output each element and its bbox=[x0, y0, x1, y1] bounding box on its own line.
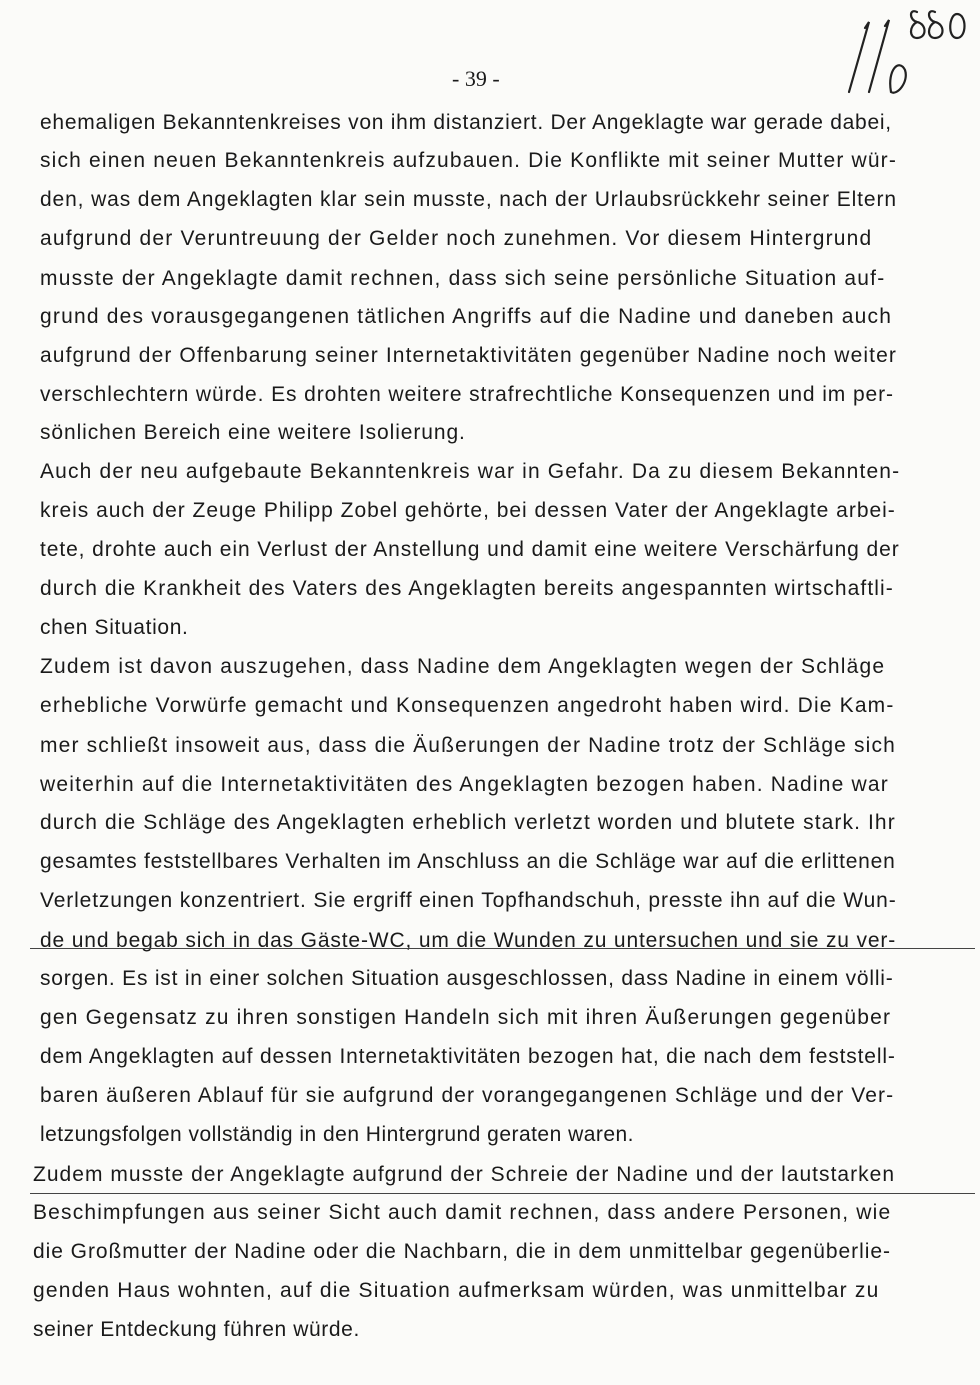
text-line: aufgrund der Offenbarung seiner Internetaktivitäten gegenüber Nadine noch weiter bbox=[40, 344, 897, 367]
text-line: kreis auch der Zeuge Philipp Zobel gehörte, bei dessen Vater der Angeklagte arbei- bbox=[40, 499, 896, 522]
text-line: baren äußeren Ablauf für sie aufgrund der vorangegangenen Schläge und der Ver- bbox=[40, 1084, 895, 1107]
text-line: Zudem musste der Angeklagte aufgrund der Schreie der Nadine und der lautstarken bbox=[33, 1163, 896, 1186]
text-line: Verletzungen konzentriert. Sie ergriff einen Topfhandschuh, presste ihn auf die Wun- bbox=[40, 889, 897, 912]
page-number: - 39 - bbox=[452, 66, 500, 91]
text-line: verschlechtern würde. Es drohten weitere strafrechtliche Konsequenzen und im per- bbox=[40, 383, 894, 406]
text-line: musste der Angeklagte damit rechnen, dass sich seine persönliche Situation auf- bbox=[40, 267, 886, 290]
text-line: durch die Schläge des Angeklagten erheblich verletzt worden und blutete stark. Ihr bbox=[40, 811, 896, 834]
section-rule bbox=[30, 948, 975, 949]
text-line: dem Angeklagten auf dessen Internetaktivitäten bezogen hat, die nach dem feststell- bbox=[40, 1045, 896, 1068]
text-line: gen Gegensatz zu ihren sonstigen Handeln sich mit ihren Äußerungen gegenüber bbox=[40, 1006, 892, 1029]
text-line: genden Haus wohnten, auf die Situation aufmerksam würden, was unmittelbar zu bbox=[33, 1279, 880, 1302]
text-line: durch die Krankheit des Vaters des Angeklagten bereits angespannten wirtschaftli- bbox=[40, 577, 894, 600]
text-line: die Großmutter der Nadine oder die Nachbarn, die in dem unmittelbar gegenüberlie- bbox=[33, 1240, 891, 1263]
text-line: Beschimpfungen aus seiner Sicht auch damit rechnen, dass andere Personen, wie bbox=[33, 1201, 892, 1224]
text-line: chen Situation. bbox=[40, 616, 189, 639]
text-line: letzungsfolgen vollständig in den Hintergrund geraten waren. bbox=[40, 1123, 634, 1146]
text-line: weiterhin auf die Internetaktivitäten des Angeklagten bezogen haben. Nadine war bbox=[40, 773, 889, 796]
text-line: seiner Entdeckung führen würde. bbox=[33, 1318, 360, 1341]
text-line: de und begab sich in das Gäste-WC, um die Wunden zu untersuchen und sie zu ver- bbox=[40, 929, 897, 952]
text-line: gesamtes feststellbares Verhalten im Anschluss an die Schläge war auf die erlittenen bbox=[40, 850, 896, 873]
text-line: erhebliche Vorwürfe gemacht und Konsequenzen angedroht haben wird. Die Kam- bbox=[40, 694, 895, 717]
text-line: grund des vorausgegangenen tätlichen Angriffs auf die Nadine und daneben auch bbox=[40, 305, 893, 328]
text-line: sich einen neuen Bekanntenkreis aufzubauen. Die Konflikte mit seiner Mutter wür- bbox=[40, 149, 897, 172]
text-line: sönlichen Bereich eine weitere Isolierung. bbox=[40, 421, 466, 444]
text-line: sorgen. Es ist in einer solchen Situation ausgeschlossen, dass Nadine in einem völli- bbox=[40, 967, 894, 990]
text-line: mer schließt insoweit aus, dass die Äußerungen der Nadine trotz der Schläge sich bbox=[40, 734, 896, 757]
text-line: tete, drohte auch ein Verlust der Anstellung und damit eine weitere Verschärfung der bbox=[40, 538, 900, 561]
text-line: ehemaligen Bekanntenkreises von ihm distanziert. Der Angeklagte war gerade dabei, bbox=[40, 111, 892, 134]
text-line: aufgrund der Veruntreuung der Gelder noch zunehmen. Vor diesem Hintergrund bbox=[40, 227, 873, 250]
text-line: Auch der neu aufgebaute Bekanntenkreis war in Gefahr. Da zu diesem Bekannten- bbox=[40, 460, 901, 483]
section-rule bbox=[30, 1193, 975, 1194]
text-line: den, was dem Angeklagten klar sein musste, nach der Urlaubsrückkehr seiner Eltern bbox=[40, 188, 897, 211]
text-line: Zudem ist davon auszugehen, dass Nadine dem Angeklagten wegen der Schläge bbox=[40, 655, 886, 678]
